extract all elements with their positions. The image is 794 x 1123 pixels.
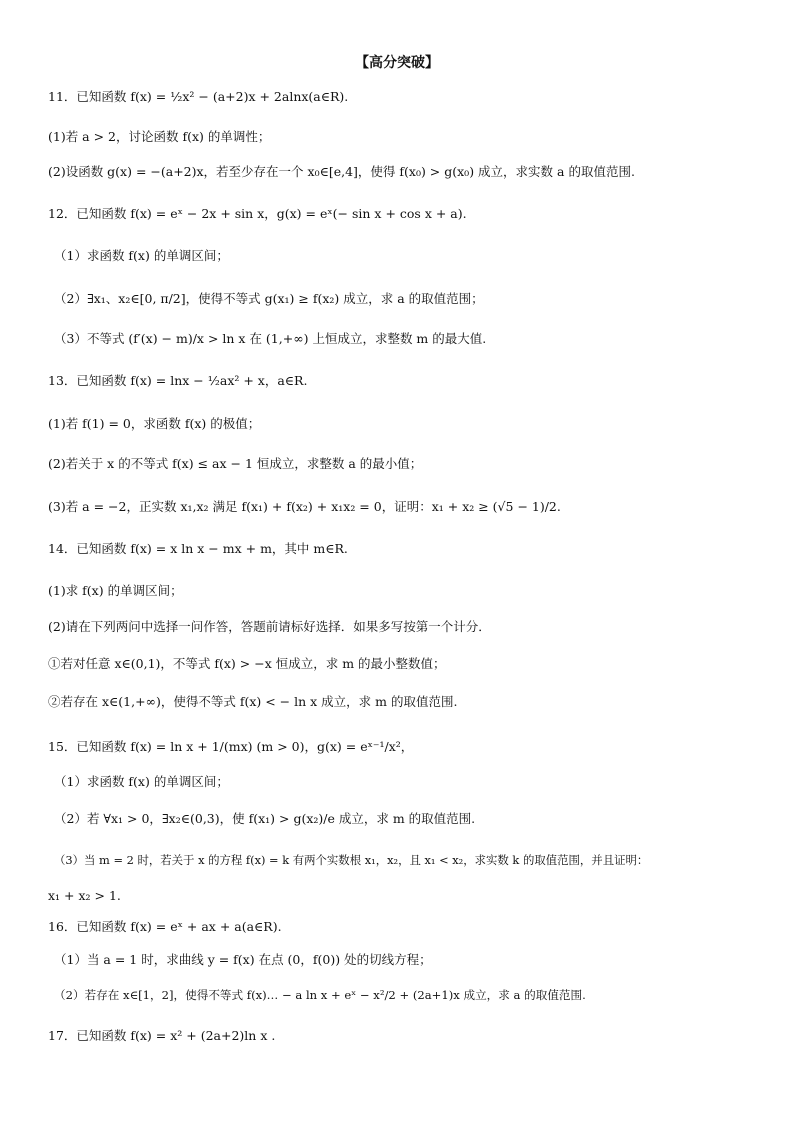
problem-12-stem: 12．已知函数 f(x) = eˣ − 2x + sin x，g(x) = eˣ(− sin x + cos x + a). xyxy=(48,206,467,221)
problem-14-part-2: (2)请在下列两问中选择一问作答，答题前请标好选择．如果多写按第一个计分． xyxy=(48,619,491,634)
problem-14-option-2: ②若存在 x∈(1,+∞)，使得不等式 f(x) < − ln x 成立，求 m 的取值范围. xyxy=(48,694,458,709)
problem-12-part-1: （1）求函数 f(x) 的单调区间； xyxy=(54,248,229,263)
problem-14-option-1: ①若对任意 x∈(0,1)，不等式 f(x) > −x 恒成立，求 m 的最小整数值； xyxy=(48,656,446,671)
problem-14-stem: 14．已知函数 f(x) = x ln x − mx + m，其中 m∈R. xyxy=(48,541,348,556)
problem-12-part-3: （3）不等式 (f′(x) − m)/x > ln x 在 (1,+∞) 上恒成立，求整数 m 的最大值. xyxy=(54,331,487,346)
problem-12-part-2: （2）∃x₁、x₂∈[0, π/2]，使得不等式 g(x₁) ≥ f(x₂) 成立，求 a 的取值范围； xyxy=(54,291,484,306)
problem-17-stem: 17．已知函数 f(x) = x² + (2a+2)ln x . xyxy=(48,1028,276,1043)
problem-15-part-2: （2）若 ∀x₁ > 0，∃x₂∈(0,3)，使 f(x₁) > g(x₂)/e 成立，求 m 的取值范围. xyxy=(54,811,476,826)
problem-15-stem: 15．已知函数 f(x) = ln x + 1/(mx) (m > 0)，g(x) = eˣ⁻¹/x²， xyxy=(48,739,414,754)
problem-16-part-1: （1）当 a = 1 时，求曲线 y = f(x) 在点 (0，f(0)) 处的切线方程； xyxy=(54,952,432,967)
problem-13-part-2: (2)若关于 x 的不等式 f(x) ≤ ax − 1 恒成立，求整数 a 的最小值； xyxy=(48,456,423,471)
problem-13-part-3: (3)若 a = −2，正实数 x₁,x₂ 满足 f(x₁) + f(x₂) + x₁x₂ = 0，证明：x₁ + x₂ ≥ (√5 − 1)/2. xyxy=(48,499,561,514)
problem-11-part-2: (2)设函数 g(x) = −(a+2)x，若至少存在一个 x₀∈[e,4]，使得 f(x₀) > g(x₀) 成立，求实数 a 的取值范围. xyxy=(48,164,635,179)
problem-14-part-1: (1)求 f(x) 的单调区间； xyxy=(48,583,183,598)
problem-13-stem: 13．已知函数 f(x) = lnx − ½ax² + x，a∈R. xyxy=(48,373,308,388)
section-title: 【高分突破】 xyxy=(355,55,439,71)
problem-16-part-2: （2）若存在 x∈[1，2]，使得不等式 f(x)… − a ln x + eˣ − x²/2 + (2a+1)x 成立，求 a 的取值范围. xyxy=(54,988,586,1002)
problem-16-stem: 16．已知函数 f(x) = eˣ + ax + a(a∈R). xyxy=(48,919,282,934)
problem-11-part-1: (1)若 a > 2，讨论函数 f(x) 的单调性； xyxy=(48,129,271,144)
problem-15-part-1: （1）求函数 f(x) 的单调区间； xyxy=(54,774,229,789)
problem-13-part-1: (1)若 f(1) = 0，求函数 f(x) 的极值； xyxy=(48,416,261,431)
problem-11-stem: 11．已知函数 f(x) = ½x² − (a+2)x + 2alnx(a∈R). xyxy=(48,89,349,104)
problem-15-part-3: （3）当 m = 2 时，若关于 x 的方程 f(x) = k 有两个实数根 x₁，x₂，且 x₁ < x₂，求实数 k 的取值范围，并且证明： xyxy=(54,853,649,867)
problem-15-part-3-cont: x₁ + x₂ > 1. xyxy=(48,888,121,903)
